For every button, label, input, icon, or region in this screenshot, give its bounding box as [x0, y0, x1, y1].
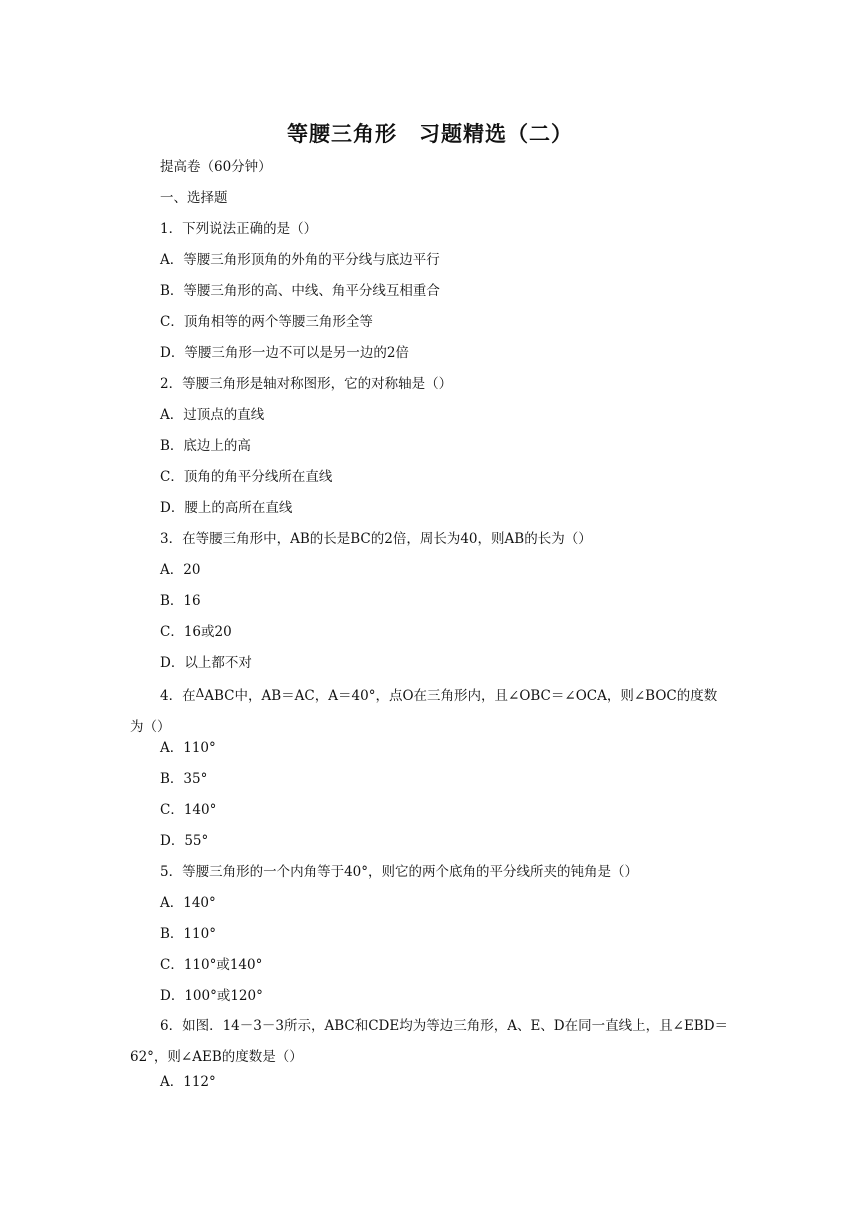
question-1-option-d: D．等腰三角形一边不可以是另一边的2倍	[160, 345, 409, 361]
question-5-option-b: B．110°	[160, 926, 216, 942]
question-3-option-d: D．以上都不对	[160, 655, 252, 671]
question-2-option-c: C．顶角的角平分线所在直线	[160, 469, 333, 485]
question-1-option-a: A．等腰三角形顶角的外角的平分线与底边平行	[160, 252, 440, 268]
question-3-option-a: A．20	[160, 562, 201, 578]
triangle-delta-symbol: Δ	[195, 686, 205, 700]
question-6-option-a: A．112°	[160, 1074, 216, 1090]
question-3-option-c: C．16或20	[160, 624, 232, 640]
page-title: 等腰三角形 习题精选（二）	[287, 121, 573, 146]
question-2-option-b: B．底边上的高	[160, 438, 251, 454]
question-4-option-c: C．140°	[160, 802, 217, 818]
question-4-stem	[130, 678, 730, 743]
question-4-prefix: 4．在	[160, 688, 196, 704]
question-6-stem: 6．如图．14－3－3所示，ABC和CDE均为等边三角形，A、E、D在同一直线上，且∠EBD＝62°，则∠AEB的度数是（）	[130, 1018, 729, 1065]
question-5-option-a: A．140°	[160, 895, 216, 911]
question-2-option-a: A．过顶点的直线	[160, 407, 265, 423]
section-heading: 一、选择题	[160, 190, 228, 206]
question-5-stem: 5．等腰三角形的一个内角等于40°，则它的两个底角的平分线所夹的钝角是（）	[160, 864, 639, 880]
question-4-rest: ABC中，AB＝AC，A＝40°，点O在三角形内，且∠OBC＝∠OCA，则∠BOC的度数为（）	[130, 688, 718, 735]
question-2-stem: 2．等腰三角形是轴对称图形，它的对称轴是（）	[160, 376, 453, 392]
question-4-option-a: A．110°	[160, 740, 216, 756]
question-3-stem: 3．在等腰三角形中，AB的长是BC的2倍，周长为40，则AB的长为（）	[160, 531, 592, 547]
question-3-option-b: B．16	[160, 593, 201, 609]
question-1-option-c: C．顶角相等的两个等腰三角形全等	[160, 314, 373, 330]
question-4-option-d: D．55°	[160, 833, 209, 849]
question-5-option-c: C．110°或140°	[160, 957, 263, 973]
question-1-stem: 1．下列说法正确的是（）	[160, 221, 318, 237]
question-4-option-b: B．35°	[160, 771, 208, 787]
question-2-option-d: D．腰上的高所在直线	[160, 500, 293, 516]
exam-subtitle: 提高卷（60分钟）	[160, 159, 272, 175]
question-1-option-b: B．等腰三角形的高、中线、角平分线互相重合	[160, 283, 440, 299]
question-5-option-d: D．100°或120°	[160, 988, 263, 1004]
